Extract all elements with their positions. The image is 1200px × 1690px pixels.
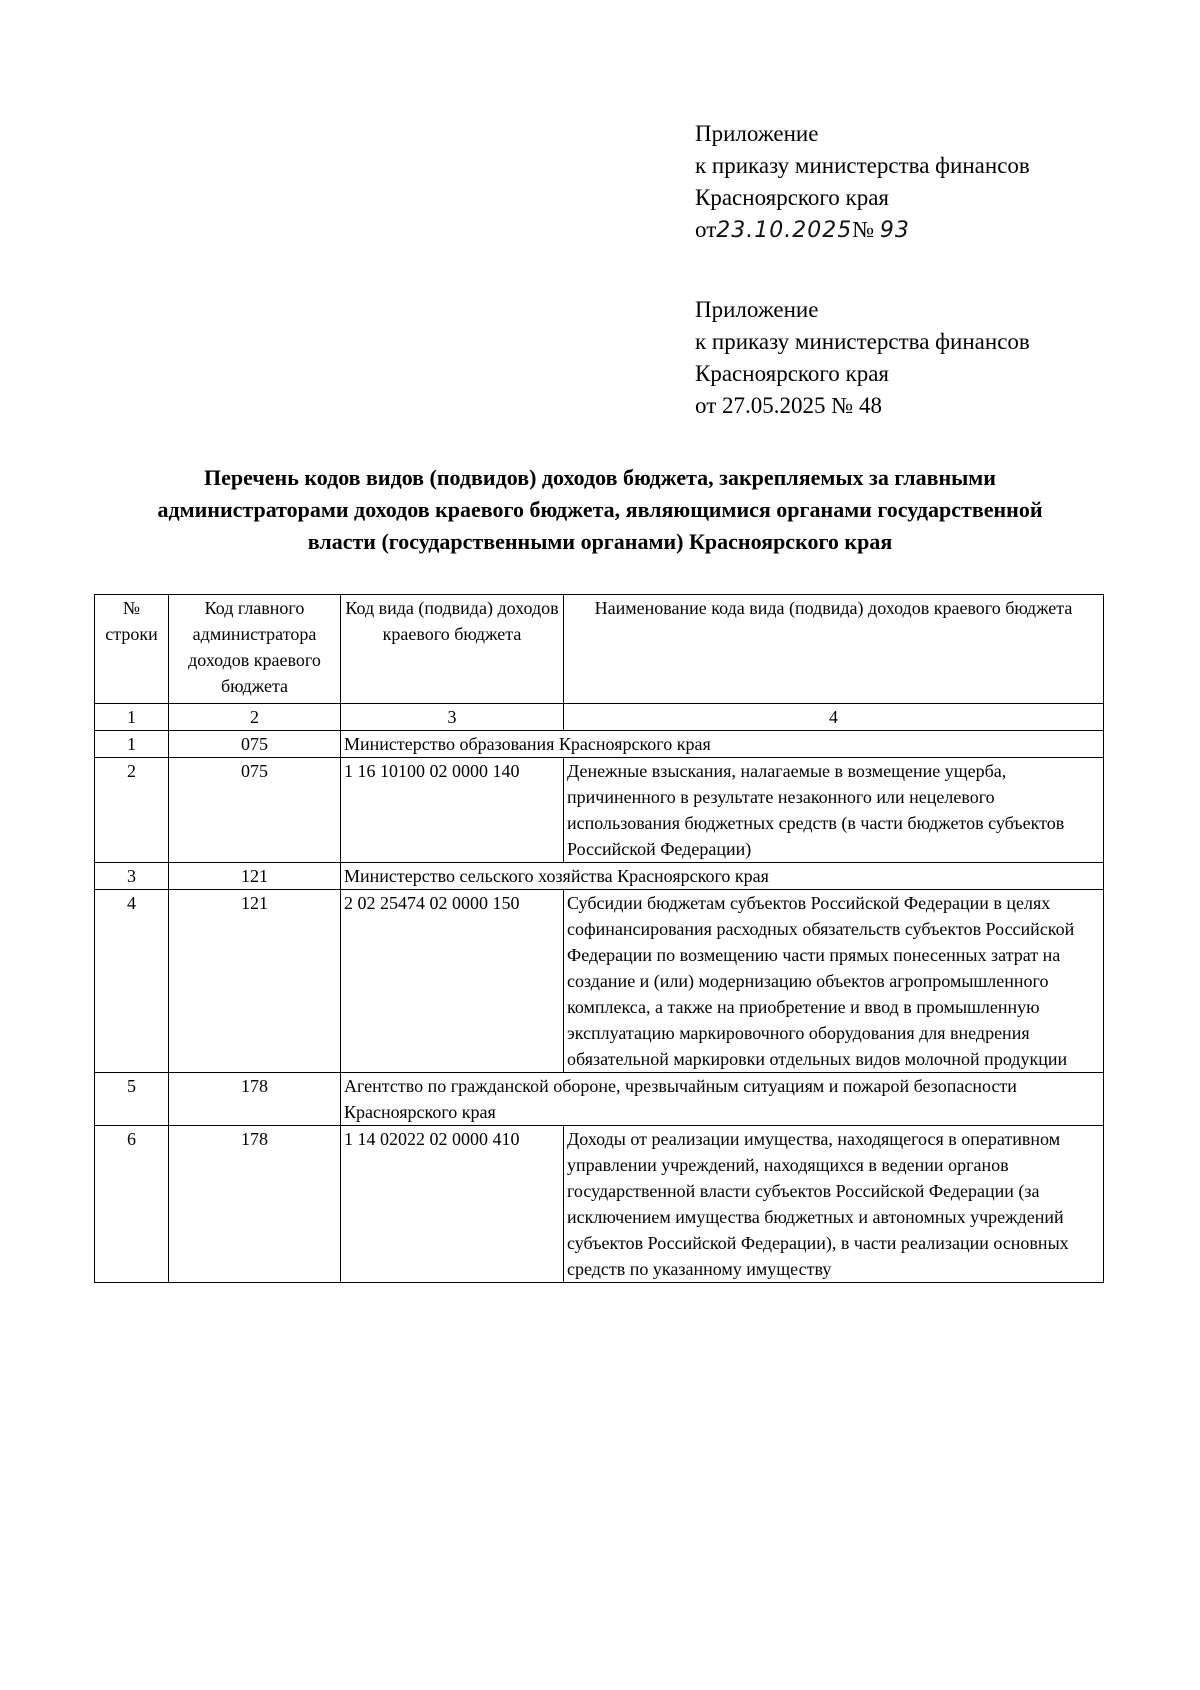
administrator-name: Агентство по гражданской обороне, чрезвычайным ситуациям и пожарой безопасности Красноярского края <box>341 1073 1104 1126</box>
administrator-name: Министерство сельского хозяйства Красноярского края <box>341 863 1104 890</box>
attachment-order-line: к приказу министерства финансов <box>695 153 1030 178</box>
administrator-name: Министерство образования Красноярского края <box>341 731 1104 758</box>
revenue-name: Субсидии бюджетам субъектов Российской Федерации в целях софинансирования расходных обязательств субъектов Российской Федерации по возмещению части прямых понесенных затрат на создание и (или) модернизацию объектов агропромышленного комплекса, а также на приобретение и ввод в промышленную эксплуатацию маркировочного оборудования для внедрения обязательной маркировки отдельных видов молочной продукции <box>564 890 1104 1073</box>
title-line: власти (государственными органами) Красноярского края <box>307 529 893 554</box>
column-number: 2 <box>169 704 341 731</box>
header-revenue-name: Наименование кода вида (подвида) доходов краевого бюджета <box>564 595 1104 704</box>
header-row-number: № строки <box>95 595 169 704</box>
row-number: 5 <box>95 1073 169 1126</box>
admin-code: 178 <box>169 1073 341 1126</box>
attachment-header-new <box>695 118 1030 247</box>
title-line: администраторами доходов краевого бюджета, являющимися органами государственной <box>157 497 1043 522</box>
admin-code: 121 <box>169 863 341 890</box>
number-sign: № <box>852 217 875 242</box>
attachment-label: Приложение <box>695 121 819 146</box>
revenue-code: 1 14 02022 02 0000 410 <box>341 1126 564 1283</box>
table-row <box>95 863 1104 890</box>
title-line: Перечень кодов видов (подвидов) доходов бюджета, закрепляемых за главными <box>204 465 996 490</box>
table-row <box>95 731 1104 758</box>
date-prefix: от <box>695 217 717 242</box>
table-header-row <box>95 595 1104 704</box>
column-number: 3 <box>341 704 564 731</box>
revenue-name: Доходы от реализации имущества, находящегося в оперативном управлении учреждений, находящихся в ведении органов государственной власти субъектов Российской Федерации (за исключением имущества бюджетных и автономных учреждений субъектов Российской Федерации), в части реализации основных средств по указанному имуществу <box>564 1126 1104 1283</box>
table-row <box>95 890 1104 1073</box>
column-number-row <box>95 704 1104 731</box>
row-number: 2 <box>95 758 169 863</box>
revenue-codes-table <box>94 594 1104 1283</box>
table-row <box>95 1126 1104 1283</box>
admin-code: 075 <box>169 731 341 758</box>
row-number: 3 <box>95 863 169 890</box>
attachment-region-line: Красноярского края <box>695 361 889 386</box>
table-row <box>95 1073 1104 1126</box>
header-revenue-code: Код вида (подвида) доходов краевого бюджета <box>341 595 564 704</box>
admin-code: 075 <box>169 758 341 863</box>
row-number: 6 <box>95 1126 169 1283</box>
attachment-header-old <box>695 294 1030 422</box>
attachment-date-line <box>695 214 1030 247</box>
attachment-label: Приложение <box>695 297 819 322</box>
column-number: 1 <box>95 704 169 731</box>
attachment-date-line: от 27.05.2025 № 48 <box>695 393 882 418</box>
handwritten-number: 93 <box>879 218 910 243</box>
admin-code: 178 <box>169 1126 341 1283</box>
attachment-region-line: Красноярского края <box>695 185 889 210</box>
table-row <box>95 758 1104 863</box>
revenue-name: Денежные взыскания, налагаемые в возмещение ущерба, причиненного в результате незаконного или нецелевого использования бюджетных средств (в части бюджетов субъектов Российской Федерации) <box>564 758 1104 863</box>
row-number: 1 <box>95 731 169 758</box>
attachment-order-line: к приказу министерства финансов <box>695 329 1030 354</box>
row-number: 4 <box>95 890 169 1073</box>
handwritten-date: 23.10.2025 <box>716 218 853 243</box>
admin-code: 121 <box>169 890 341 1073</box>
header-admin-code: Код главного администратора доходов краевого бюджета <box>169 595 341 704</box>
revenue-code: 1 16 10100 02 0000 140 <box>341 758 564 863</box>
document-title <box>90 462 1110 558</box>
column-number: 4 <box>564 704 1104 731</box>
revenue-code: 2 02 25474 02 0000 150 <box>341 890 564 1073</box>
